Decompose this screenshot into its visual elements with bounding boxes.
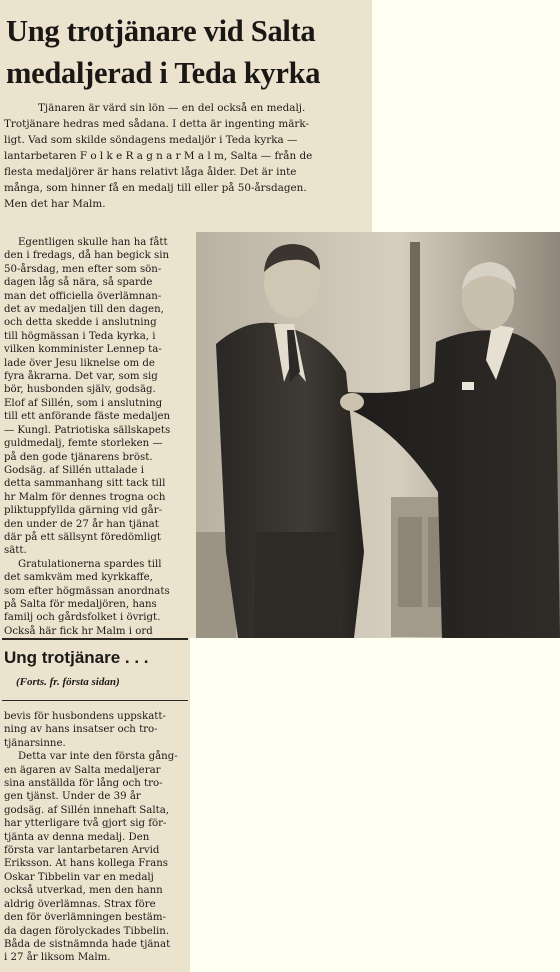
body-line: i 27 år liksom Malm. bbox=[4, 952, 111, 964]
body-line: den för överlämningen bestäm- bbox=[4, 912, 166, 924]
body-line: aldrig överlämnas. Strax före bbox=[4, 898, 156, 910]
body-line: första var lantarbetaren Arvid bbox=[4, 845, 160, 857]
body-line: och detta skedde i anslutning bbox=[4, 317, 157, 329]
body-line: Detta var inte den första gång- bbox=[18, 751, 178, 763]
body-line: Godsäg. af Sillén uttalade i bbox=[4, 464, 144, 476]
body-line: fyra åkrarna. Det var, som sig bbox=[4, 371, 158, 383]
continuation-header bbox=[2, 638, 188, 701]
body-line: vilken komminister Lennep ta- bbox=[4, 344, 162, 356]
body-line: sina anställda för lång och tro- bbox=[4, 778, 163, 790]
body-line: till ett anförande fäste medaljen bbox=[4, 411, 171, 423]
lead-line: Men det har Malm. bbox=[4, 198, 106, 210]
wall-pipe bbox=[410, 242, 420, 392]
body-line: Egentligen skulle han ha fått bbox=[18, 237, 168, 248]
photo-two-men-medal-ceremony bbox=[196, 232, 560, 638]
body-column-1 bbox=[4, 236, 190, 638]
body-column-2 bbox=[4, 710, 186, 965]
body-line: 50-årsdag, men efter som sön- bbox=[4, 263, 162, 275]
body-line: på Salta för medaljören, hans bbox=[4, 598, 157, 610]
body-line: detta sammanhang sitt tack till bbox=[4, 478, 166, 490]
body-line: pliktuppfyllda gärning vid går- bbox=[4, 505, 163, 517]
lead-line: flesta medaljörer är hans relativt låga ålder. Det är inte bbox=[4, 166, 297, 178]
body-line: på den gode tjänarens bröst. bbox=[4, 451, 153, 463]
body-line: hr Malm för dennes trogna och bbox=[4, 491, 166, 503]
body-line: det samkväm med kyrkkaffe, bbox=[4, 572, 153, 584]
body-line: Också här fick hr Malm i ord bbox=[4, 625, 153, 637]
body-line: familj och gårdsfolket i övrigt. bbox=[4, 612, 161, 624]
body-line: den i fredags, då han begick sin bbox=[4, 250, 170, 262]
headline-line-1: Ung trotjänare vid Salta bbox=[6, 14, 316, 48]
body-line: Gratulationerna spardes till bbox=[18, 558, 162, 570]
body-line: Oskar Tibbelin var en medalj bbox=[4, 871, 154, 883]
headline bbox=[6, 10, 370, 94]
continuation-note: (Forts. fr. första sidan) bbox=[16, 676, 120, 688]
body-line: tjänta av denna medalj. Den bbox=[4, 831, 150, 843]
body-line: — Kungl. Patriotiska sällskapets bbox=[4, 424, 171, 436]
body-line: lade över Jesu liknelse om de bbox=[4, 357, 155, 369]
body-line: som efter högmässan anordnats bbox=[4, 585, 170, 597]
lead-paragraph bbox=[4, 100, 360, 212]
lead-line: lantarbetaren F o l k e R a g n a r M a l m, Salta — från de bbox=[4, 150, 313, 162]
body-line: bör, husbonden själv, godsäg. bbox=[4, 384, 156, 396]
body-line: också utverkad, men den hann bbox=[4, 885, 163, 897]
body-line: en ägaren av Salta medaljerar bbox=[4, 764, 161, 776]
body-line: da dagen förolyckades Tibbelin. bbox=[4, 925, 170, 937]
body-line: till högmässan i Teda kyrka, i bbox=[4, 330, 156, 342]
headline-line-2: medaljerad i Teda kyrka bbox=[6, 56, 321, 90]
body-line: sätt. bbox=[4, 545, 27, 557]
body-line: guldmedalj, femte storleken — bbox=[4, 438, 163, 450]
body-line: Elof af Sillén, som i anslutning bbox=[4, 397, 163, 409]
body-line: där på ett sällsynt föredömligt bbox=[4, 531, 161, 543]
body-line: bevis för husbondens uppskatt- bbox=[4, 711, 166, 722]
body-line: gen tjänst. Under de 39 år bbox=[4, 791, 141, 803]
body-line: har ytterligare två gjort sig för- bbox=[4, 818, 167, 830]
lead-line: ligt. Vad som skilde söndagens medaljör i Teda kyrka — bbox=[4, 134, 298, 146]
body-line: den under de 27 år han tjänat bbox=[4, 518, 159, 530]
hand-with-medal bbox=[340, 393, 364, 411]
news-photo bbox=[196, 232, 560, 638]
lead-line: Trotjänare hedras med sådana. I detta är ingenting märk- bbox=[4, 118, 309, 130]
body-line: godsäg. af Sillén innehaft Salta, bbox=[4, 804, 170, 816]
body-line: dagen låg så nära, så sparde bbox=[4, 277, 153, 289]
body-line: Båda de sistnämnda hade tjänat bbox=[4, 938, 171, 950]
continuation-title: Ung trotjänare . . . bbox=[4, 648, 149, 667]
body-line: tjänarsinne. bbox=[4, 737, 66, 749]
lead-line: många, som hinner få en medalj till eller på 50-årsdagen. bbox=[4, 182, 307, 194]
pocket-square bbox=[462, 382, 474, 390]
lead-line: Tjänaren är värd sin lön — en del också en medalj. bbox=[38, 102, 306, 114]
body-line: Eriksson. At hans kollega Frans bbox=[4, 858, 169, 870]
body-line: man det officiella överlämnan- bbox=[4, 290, 162, 302]
cabinet-panel bbox=[398, 517, 422, 607]
body-line: ning av hans insatser och tro- bbox=[4, 724, 158, 736]
body-line: det av medaljen till den dagen, bbox=[4, 304, 164, 316]
